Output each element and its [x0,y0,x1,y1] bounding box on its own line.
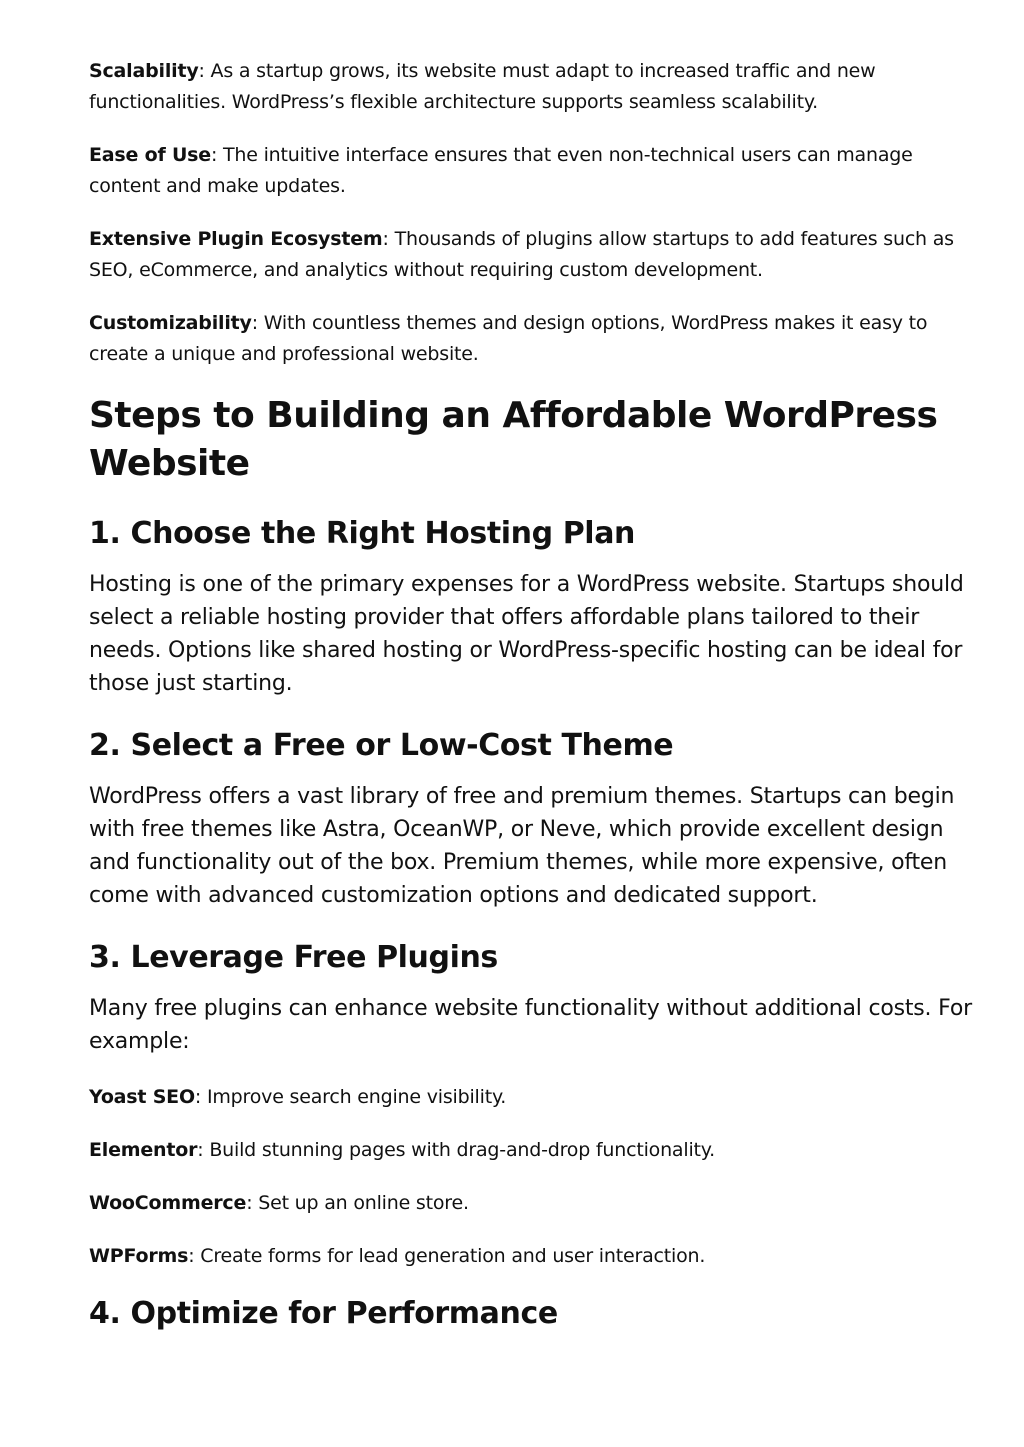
benefit-term: Ease of Use [89,144,211,166]
plugin-term: WooCommerce [89,1192,247,1214]
plugin-wpforms [89,1241,989,1272]
benefit-term: Extensive Plugin Ecosystem [89,228,383,250]
benefit-plugin-ecosystem [89,224,989,286]
plugin-text: : Improve search engine visibility. [194,1086,507,1108]
document-page [89,56,989,1348]
plugin-elementor [89,1135,989,1166]
step-body-theme: WordPress offers a vast library of free and premium themes. Startups can begin with free themes like Astra, OceanWP, or Neve, which provide excellent design and functionality out of the box. Premium themes, while more expensive, often come with advanced customization options and dedicated support. [89,784,955,908]
plugin-text: : Create forms for lead generation and user interaction. [188,1245,706,1267]
step-body-plugins: Many free plugins can enhance website functionality without additional costs. For example: [89,996,972,1054]
benefit-scalability [89,56,989,118]
benefit-term: Customizability [89,312,252,334]
plugin-text: : Set up an online store. [246,1192,469,1214]
benefit-text: : The intuitive interface ensures that even non-technical users can manage content and make updates. [89,144,913,197]
benefit-term: Scalability [89,60,199,82]
plugin-term: Yoast SEO [89,1086,195,1108]
plugin-term: WPForms [89,1245,189,1267]
benefit-customizability [89,308,989,370]
benefit-text: : As a startup grows, its website must adapt to increased traffic and new functionalities. WordPress’s flexible architecture supports seamless scalability. [89,60,876,113]
plugin-yoast-seo [89,1082,989,1113]
step-heading-hosting: 1. Choose the Right Hosting Plan [89,516,635,551]
step-body-hosting: Hosting is one of the primary expenses for a WordPress website. Startups should select a reliable hosting provider that offers affordable plans tailored to their needs. Options like shared hosting or WordPress-specific hosting can be ideal for those just starting. [89,572,964,696]
section-title: Steps to Building an Affordable WordPress Website [89,395,938,484]
step-heading-plugins: 3. Leverage Free Plugins [89,940,498,975]
plugin-term: Elementor [89,1139,198,1161]
benefit-text: : With countless themes and design options, WordPress makes it easy to create a unique and professional website. [89,312,928,365]
plugin-woocommerce [89,1188,989,1219]
benefit-text: : Thousands of plugins allow startups to add features such as SEO, eCommerce, and analytics without requiring custom development. [89,228,954,281]
plugin-text: : Build stunning pages with drag-and-drop functionality. [197,1139,715,1161]
benefit-ease-of-use [89,140,989,202]
step-heading-performance: 4. Optimize for Performance [89,1296,558,1331]
step-heading-theme: 2. Select a Free or Low-Cost Theme [89,728,674,763]
